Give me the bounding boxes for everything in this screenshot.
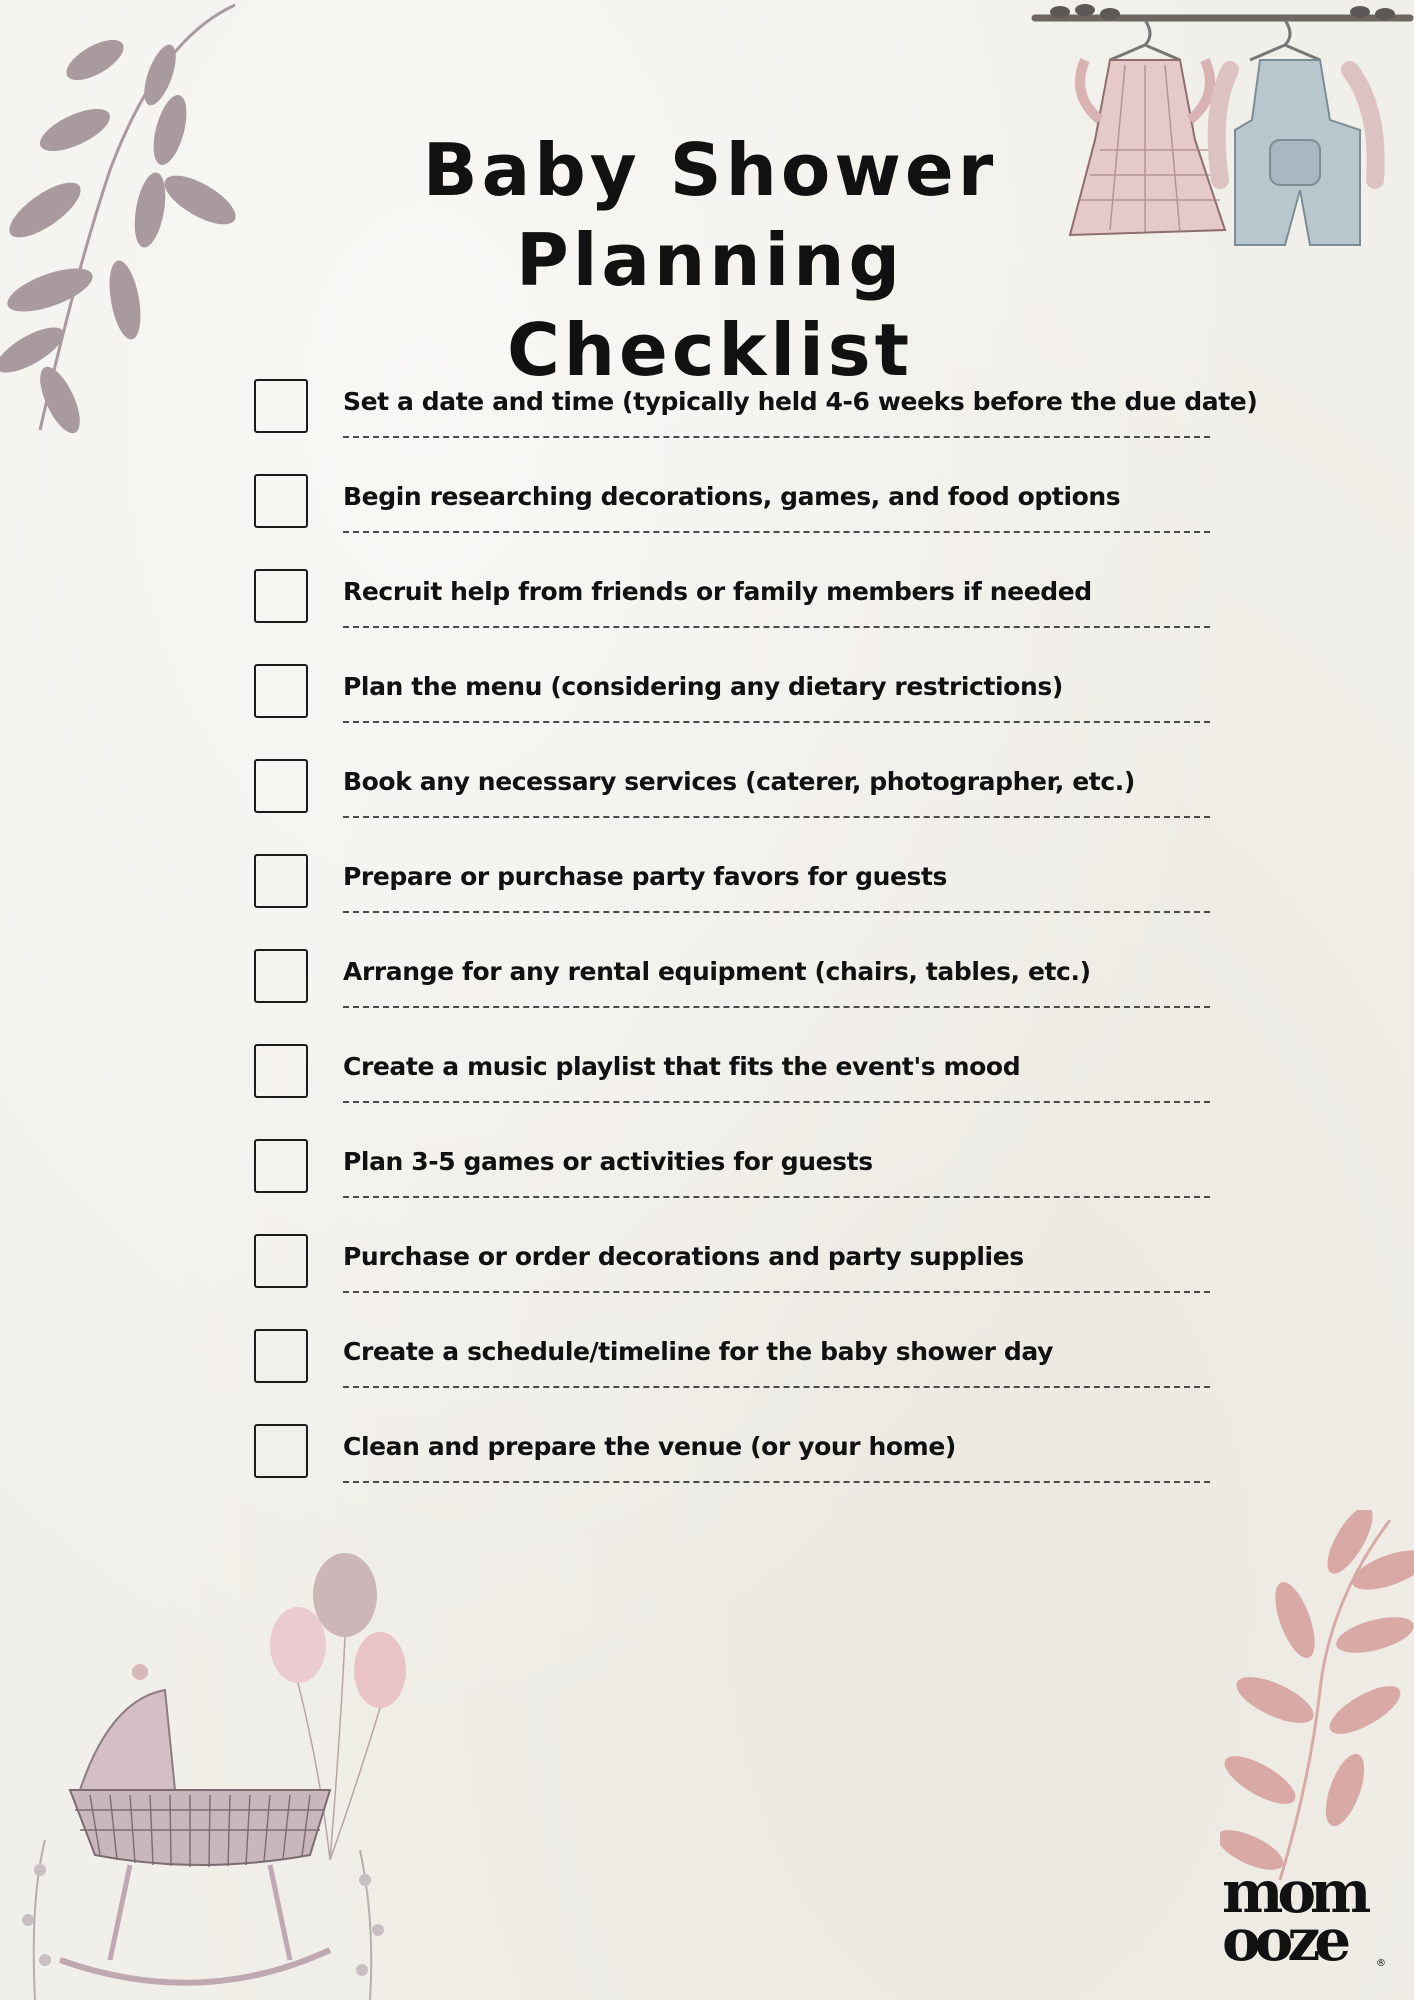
dashed-line <box>343 1291 1210 1293</box>
checkbox[interactable] <box>254 1044 308 1098</box>
checkbox[interactable] <box>254 949 308 1003</box>
checklist-item <box>253 470 1213 565</box>
checklist-item-label: Prepare or purchase party favors for guests <box>343 862 948 891</box>
checkbox[interactable] <box>254 759 308 813</box>
checklist-item-label: Arrange for any rental equipment (chairs, tables, etc.) <box>343 957 1091 986</box>
checklist-item-label: Plan 3-5 games or activities for guests <box>343 1147 873 1176</box>
checklist-item-label: Begin researching decorations, games, and food options <box>343 482 1121 511</box>
checkbox[interactable] <box>254 379 308 433</box>
checkbox[interactable] <box>254 569 308 623</box>
title-line-2: Planning Checklist <box>506 218 914 392</box>
checklist-item-label: Plan the menu (considering any dietary restrictions) <box>343 672 1063 701</box>
page-title <box>330 125 1090 395</box>
checkbox[interactable] <box>254 1424 308 1478</box>
brand-logo <box>1222 1858 1372 1974</box>
brand-line-1: mom <box>1222 1858 1366 1926</box>
planning-checklist <box>253 375 1258 1515</box>
checklist-item <box>253 850 1213 945</box>
checklist-item-label: Create a music playlist that fits the event's mood <box>343 1052 1021 1081</box>
dashed-line <box>343 436 1210 438</box>
dashed-line <box>343 531 1210 533</box>
checklist-item-label: Purchase or order decorations and party supplies <box>343 1242 1024 1271</box>
checkbox[interactable] <box>254 1139 308 1193</box>
checklist-item-label: Recruit help from friends or family members if needed <box>343 577 1092 606</box>
checklist-item-label: Book any necessary services (caterer, photographer, etc.) <box>343 767 1135 796</box>
checklist-item <box>253 755 1213 850</box>
checkbox[interactable] <box>254 1234 308 1288</box>
title-line-1: Baby Shower <box>422 128 998 212</box>
leaf-branch-top-left-icon <box>0 0 260 450</box>
checkbox[interactable] <box>254 854 308 908</box>
checklist-item-label: Set a date and time (typically held 4-6 weeks before the due date) <box>343 387 1258 416</box>
dashed-line <box>343 911 1210 913</box>
dashed-line <box>343 1481 1210 1483</box>
cradle-balloons-illustration-icon <box>0 1540 420 2000</box>
dashed-line <box>343 1101 1210 1103</box>
dashed-line <box>343 626 1210 628</box>
dashed-line <box>343 816 1210 818</box>
checkbox[interactable] <box>254 474 308 528</box>
checklist-item <box>253 1420 1213 1515</box>
dashed-line <box>343 1196 1210 1198</box>
checklist-item <box>253 1040 1213 1135</box>
checklist-item <box>253 565 1213 660</box>
dashed-line <box>343 1006 1210 1008</box>
checklist-item <box>253 660 1213 755</box>
checkbox[interactable] <box>254 664 308 718</box>
leaf-branch-bottom-right-icon <box>1220 1510 1414 1890</box>
dashed-line <box>343 1386 1210 1388</box>
checklist-item <box>253 1135 1213 1230</box>
checklist-item-label: Clean and prepare the venue (or your home) <box>343 1432 956 1461</box>
registered-mark: ® <box>1376 1958 1386 1969</box>
checklist-item <box>253 1230 1213 1325</box>
dashed-line <box>343 721 1210 723</box>
checklist-item <box>253 945 1213 1040</box>
brand-line-2: ooze <box>1222 1906 1346 1974</box>
checklist-item <box>253 1325 1213 1420</box>
checkbox[interactable] <box>254 1329 308 1383</box>
checklist-item-label: Create a schedule/timeline for the baby shower day <box>343 1337 1053 1366</box>
checklist-item <box>253 375 1258 470</box>
